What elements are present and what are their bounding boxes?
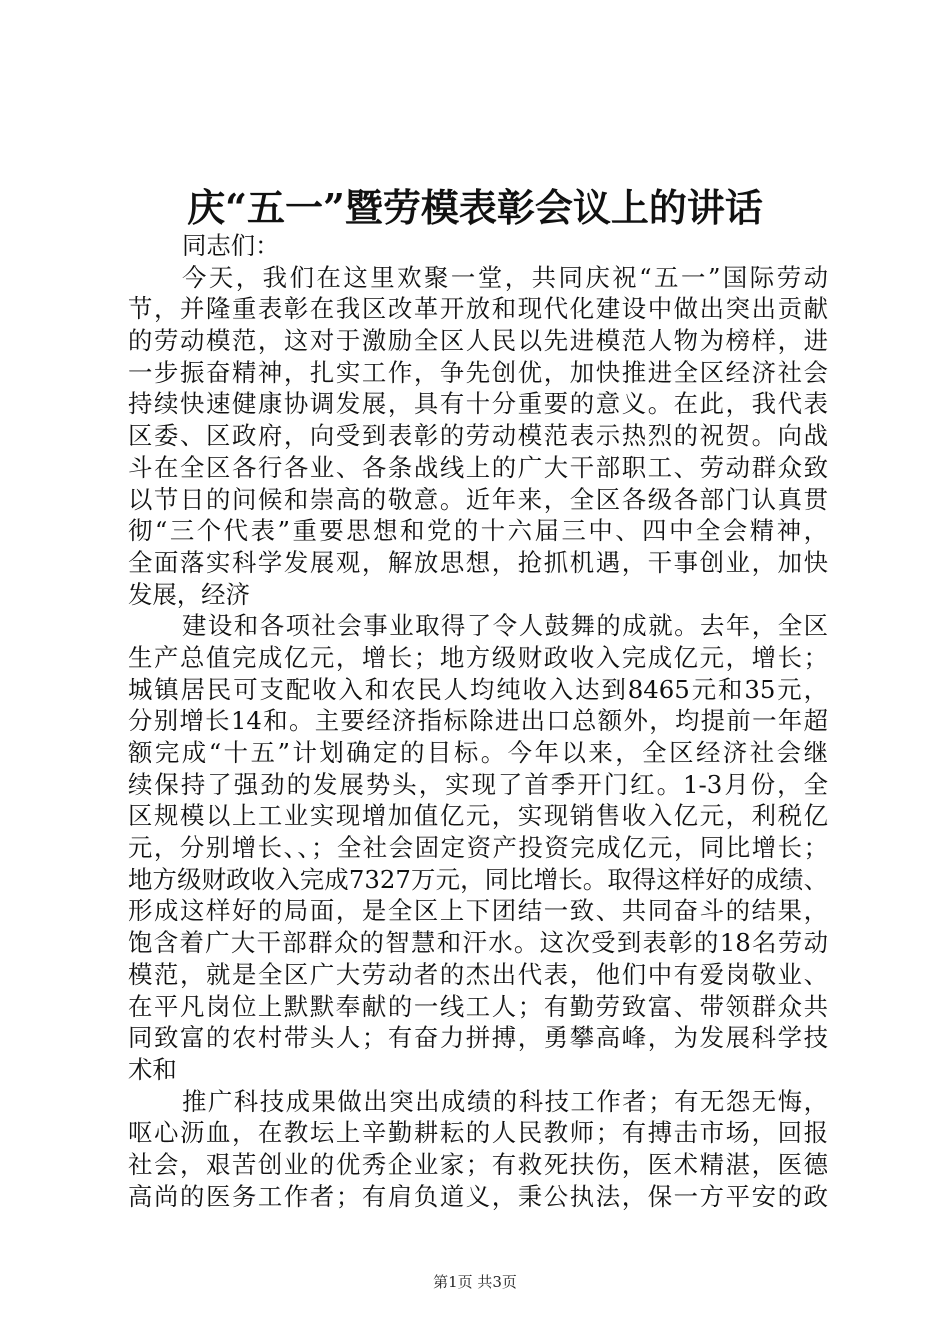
text-line: 元，分别增长、、；全社会固定资产投资完成亿元，同比增长； xyxy=(128,833,828,863)
text-line: 形成这样好的局面，是全区上下团结一致、共同奋斗的结果， xyxy=(128,896,828,926)
text-line: 推广科技成果做出突出成绩的科技工作者；有无怨无悔， xyxy=(182,1086,828,1116)
text-line: 地方级财政收入完成7327万元，同比增长。取得这样好的成绩、 xyxy=(128,864,828,894)
text-line: 高尚的医务工作者；有肩负道义，秉公执法，保一方平安的政 xyxy=(128,1181,828,1211)
text-line: 续保持了强劲的发展势头，实现了首季开门红。1-3月份，全 xyxy=(128,769,828,799)
text-line: 今天，我们在这里欢聚一堂，共同庆祝“五一”国际劳动 xyxy=(182,262,828,292)
page-number-footer: 第1页 共3页 xyxy=(433,1273,517,1291)
text-line: 饱含着广大干部群众的智慧和汗水。这次受到表彰的18名劳动 xyxy=(128,928,828,958)
document-body xyxy=(128,230,828,1212)
text-line: 一步振奋精神，扎实工作，争先创优，加快推进全区经济社会 xyxy=(128,357,828,387)
text-line: 在平凡岗位上默默奉献的一线工人；有勤劳致富、带领群众共 xyxy=(128,991,828,1021)
text-line: 区委、区政府，向受到表彰的劳动模范表示热烈的祝贺。向战 xyxy=(128,421,828,451)
text-line: 彻“三个代表”重要思想和党的十六届三中、四中全会精神， xyxy=(128,516,828,546)
text-line: 全面落实科学发展观，解放思想，抢抓机遇，干事创业，加快 xyxy=(128,547,828,577)
text-line: 生产总值完成亿元，增长；地方级财政收入完成亿元，增长； xyxy=(128,642,828,672)
text-line: 同致富的农村带头人；有奋力拼搏，勇攀高峰，为发展科学技 xyxy=(128,1023,828,1053)
salutation-line: 同志们： xyxy=(182,231,280,260)
text-line: 模范，就是全区广大劳动者的杰出代表，他们中有爱岗敬业、 xyxy=(128,959,828,989)
text-line: 区规模以上工业实现增加值亿元，实现销售收入亿元，利税亿 xyxy=(128,801,828,831)
text-line: 节，并隆重表彰在我区改革开放和现代化建设中做出突出贡献 xyxy=(128,294,828,324)
text-line: 斗在全区各行各业、各条战线上的广大干部职工、劳动群众致 xyxy=(128,452,828,482)
text-line: 建设和各项社会事业取得了令人鼓舞的成就。去年，全区 xyxy=(182,611,828,641)
text-line: 发展，经济 xyxy=(128,579,250,609)
text-line: 的劳动模范，这对于激励全区人民以先进模范人物为榜样，进 xyxy=(128,326,828,356)
text-line: 呕心沥血，在教坛上辛勤耕耘的人民教师；有搏击市场，回报 xyxy=(128,1118,828,1148)
text-line: 分别增长14和。主要经济指标除进出口总额外，均提前一年超 xyxy=(128,706,828,736)
text-line: 额完成“十五”计划确定的目标。今年以来，全区经济社会继 xyxy=(128,738,828,767)
text-line: 社会，艰苦创业的优秀企业家；有救死扶伤，医术精湛，医德 xyxy=(128,1149,828,1179)
text-line: 以节日的问候和崇高的敬意。近年来，全区各级各部门认真贯 xyxy=(128,484,828,514)
text-line: 城镇居民可支配收入和农民人均纯收入达到8465元和35元， xyxy=(128,674,828,704)
document-title: 庆“五一”暨劳模表彰会议上的讲话 xyxy=(187,185,763,230)
text-line: 术和 xyxy=(128,1054,177,1084)
text-line: 持续快速健康协调发展，具有十分重要的意义。在此，我代表 xyxy=(128,389,828,419)
